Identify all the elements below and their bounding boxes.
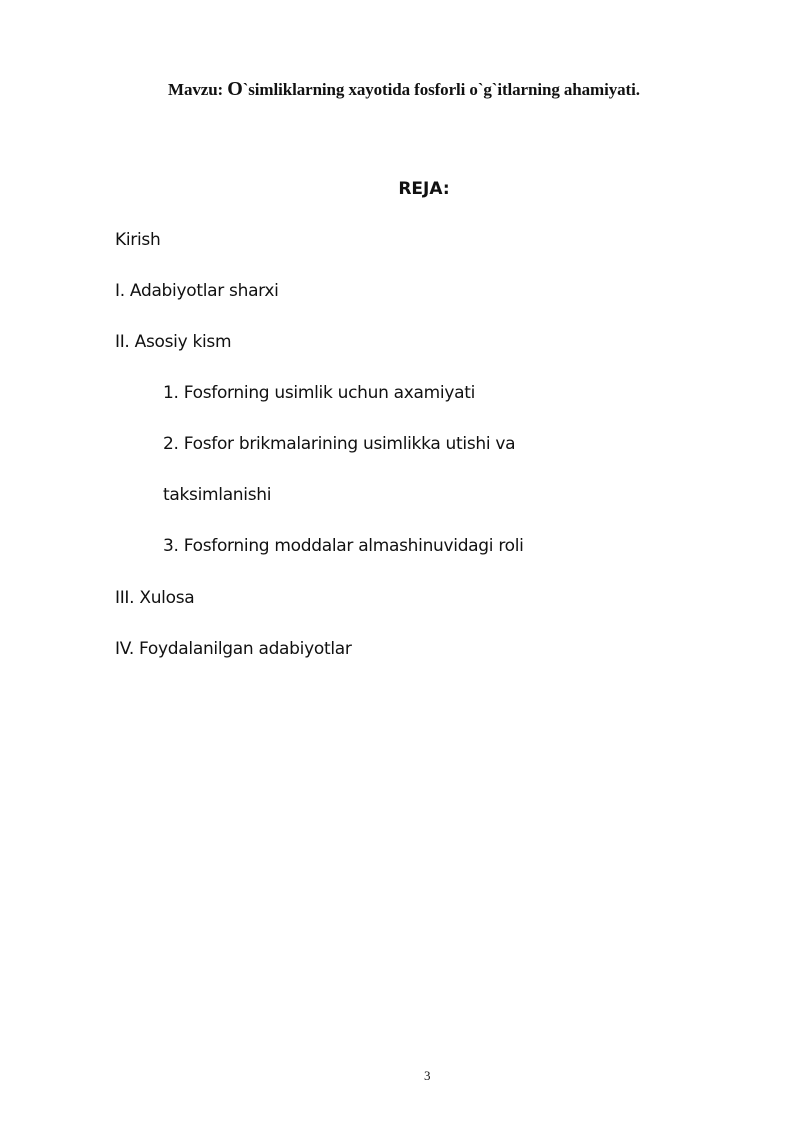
plan-item-conclusion: III. Xulosa [115, 588, 195, 608]
document-title [168, 78, 640, 101]
title-rest: `simliklarning xayotida fosforli o`g`itlarning ahamiyati. [242, 80, 640, 99]
plan-item-references: IV. Foydalanilgan adabiyotlar [115, 639, 352, 659]
plan-heading: REJA: [398, 179, 450, 199]
plan-subitem-3: 3. Fosforning moddalar almashinuvidagi roli [163, 536, 524, 556]
plan-subitem-2: 2. Fosfor brikmalarining usimlikka utishi va [163, 434, 516, 454]
page-number: 3 [424, 1068, 431, 1083]
title-prefix: Mavzu: [168, 80, 228, 99]
plan-item-literature-review: I. Adabiyotlar sharxi [115, 281, 279, 301]
plan-item-intro: Kirish [115, 230, 161, 250]
plan-item-main-part: II. Asosiy kism [115, 332, 232, 352]
title-initial: O [227, 78, 243, 100]
plan-subitem-2-continued: taksimlanishi [163, 485, 272, 505]
plan-subitem-1: 1. Fosforning usimlik uchun axamiyati [163, 383, 476, 403]
